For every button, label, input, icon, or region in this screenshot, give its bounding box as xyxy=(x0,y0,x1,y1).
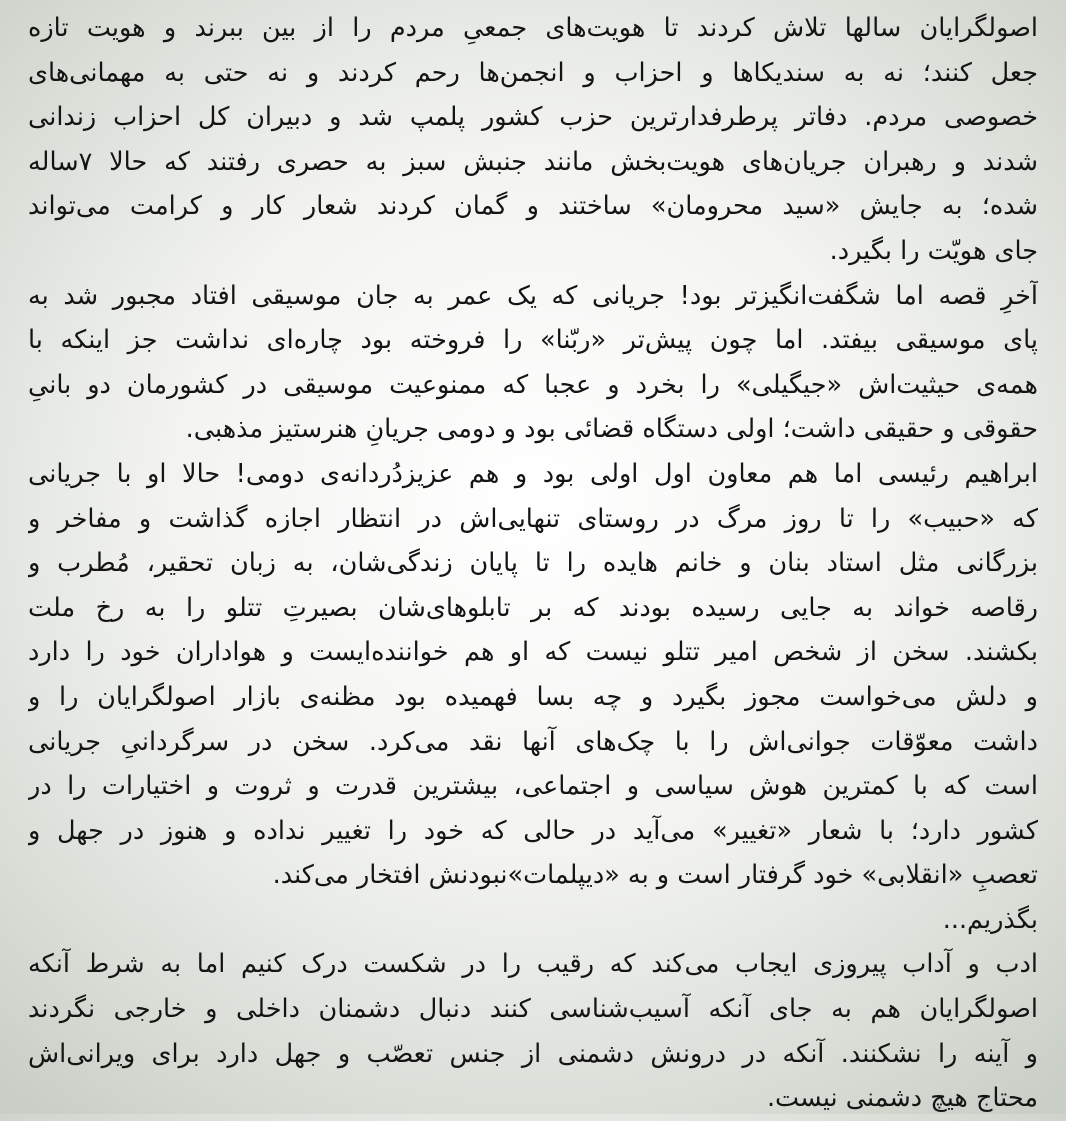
text-line: بگذریم... xyxy=(942,904,1038,935)
text-line: بکشند. سخن از شخص امیر تتلو نیست که او هم خواننده‌ایست و هواداران خود را دارد xyxy=(28,637,1038,668)
text-line: شدند و رهبران جریان‌های هویت‌بخش مانند جنبش سبز به حصری رفتند که حالا ۷ساله xyxy=(28,146,1038,177)
text-line: حقوقی و حقیقی داشت؛ اولی دستگاه قضائی بود و دومی جریانِ هنرستیز مذهبی. xyxy=(185,414,1038,445)
text-line: است که با کمترین هوش سیاسی و اجتماعی، بیشترین قدرت و ثروت و اختیارات را در xyxy=(28,771,1038,802)
text-line: آخرِ قصه اما شگفت‌انگیزتر بود! جریانی که یک عمر به جان موسیقی افتاد مجبور شد به xyxy=(28,280,1038,311)
text-line: جای هویّت را بگیرد. xyxy=(829,235,1038,266)
text-line: اصولگرایان سالها تلاش کردند تا هویت‌های جمعیِ مردم را از بین ببرند و هویت تازه xyxy=(28,13,1038,43)
text-line: شده؛ به جایش «سید محرومان» ساختند و گمان کردند شعار کار و کرامت می‌تواند xyxy=(28,191,1038,222)
text-line: محتاج هیچ دشمنی نیست. xyxy=(766,1083,1038,1114)
article-text xyxy=(28,6,1038,1114)
text-line: پای موسیقی بیفتد. اما چون پیش‌تر «ربّنا» را فروخته بود چاره‌ای نداشت جز اینکه با xyxy=(28,325,1038,356)
text-line: که «حبیب» را تا روز مرگ در روستای تنهایی‌اش در انتظار اجازه گذاشت و مفاخر و xyxy=(28,503,1038,534)
text-line: ابراهیم رئیسی اما هم معاون اول اولی بود و هم عزیزدُردانه‌ی دومی! حالا او با جریانی xyxy=(28,458,1038,489)
text-line: تعصبِ «انقلابی» خود گرفتار است و به «دیپلمات»نبودنش افتخار می‌کند. xyxy=(272,860,1038,891)
text-line: همه‌ی حیثیت‌اش «جیگیلی» را بخرد و عجبا که ممنوعیت موسیقی در کشورمان دو بانیِ xyxy=(28,369,1038,400)
text-line: جعل کنند؛ نه به سندیکاها و احزاب و انجمن‌ها رحم کردند و نه حتی به مهمانی‌های xyxy=(28,57,1038,88)
text-line: اصولگرایان هم به جای آنکه آسیب‌شناسی کنند دنبال دشمنان داخلی و خارجی نگردند xyxy=(28,994,1038,1025)
text-line: بزرگانی مثل استاد بنان و خانم هایده را تا پایان زندگی‌شان، به زبان تحقیر، مُطرب و xyxy=(28,548,1038,579)
text-line: داشت معوّقات جوانی‌اش را با چک‌های آنها نقد می‌کرد. سخن در سرگردانیِ جریانی xyxy=(28,726,1038,757)
text-line: و دلش می‌خواست مجوز بگیرد و چه بسا فهمیده بود مظنه‌ی بازار اصولگرایان را و xyxy=(28,681,1038,712)
text-line: و آینه را نشکنند. آنکه در درونش دشمنی از جنس تعصّب و جهل دارد برای ویرانی‌اش xyxy=(28,1038,1038,1069)
text-line: ادب و آداب پیروزی ایجاب می‌کند که رقیب را در شکست درک کنیم اما به شرط آنکه xyxy=(28,949,1038,980)
text-line: رقاصه خواند به جایی رسیده بودند که بر تابلوهای‌شان بصیرتِ تتلو را به رخ ملت xyxy=(28,592,1038,623)
text-line: کشور دارد؛ با شعار «تغییر» می‌آید در حالی که خود را تغییر نداده و هنوز در جهل و xyxy=(28,815,1038,846)
text-line: خصوصی مردم. دفاتر پرطرفدارترین حزب کشور پلمپ شد و دبیران کل احزاب زندانی xyxy=(28,102,1038,133)
